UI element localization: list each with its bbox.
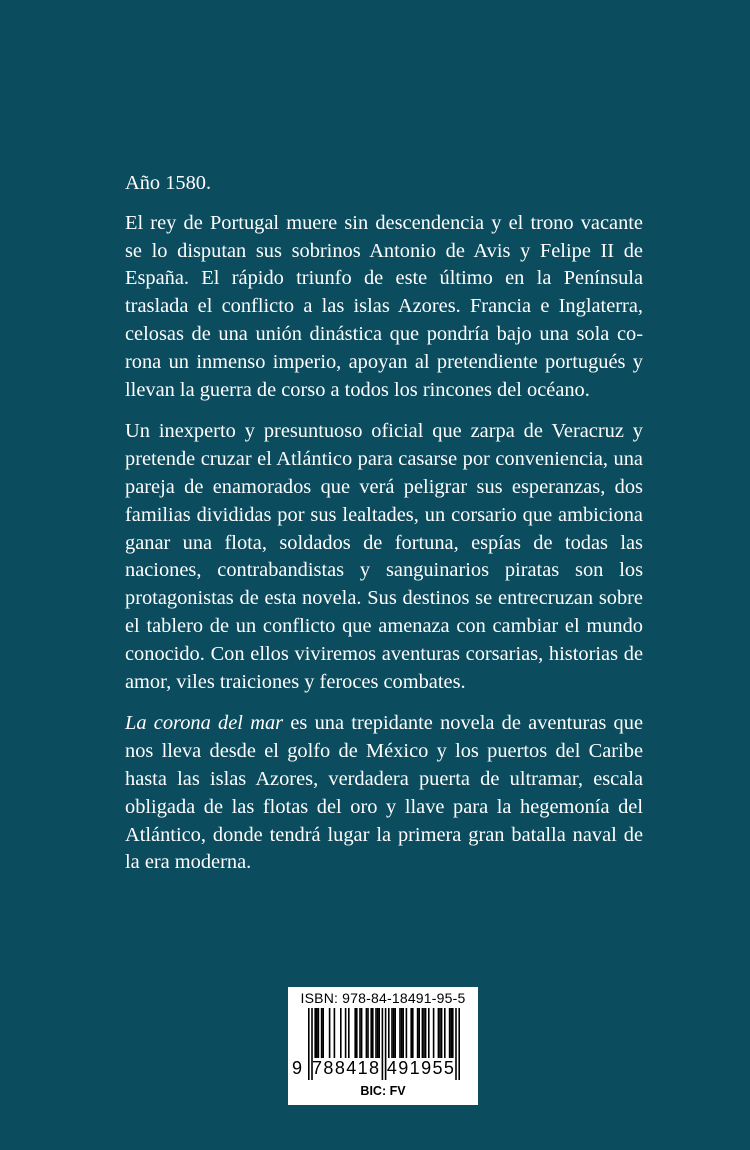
barcode-bar [399, 1008, 401, 1058]
barcode-bar [345, 1008, 347, 1058]
barcode-bar [401, 1008, 403, 1058]
barcode-bar [367, 1008, 369, 1058]
barcode-first-digit: 9 [292, 1058, 303, 1078]
barcode-bar [354, 1008, 356, 1058]
barcode-bar [372, 1008, 374, 1058]
barcode-bar [406, 1008, 408, 1058]
isbn-label: ISBN: 978-84-18491-95-5 [300, 990, 466, 1006]
barcode-bar [438, 1008, 440, 1058]
barcode-bar [393, 1008, 395, 1058]
barcode-bar [418, 1008, 420, 1058]
barcode-bar [348, 1008, 350, 1058]
blurb-paragraph-1: El rey de Portugal muere sin descendencia y el trono vacante se lo disputan sus sobrinos Antonio de Avis y Felipe II de España. El rápido triunfo de este último en la Península traslada el conflicto a las islas Azores. Francia e Inglaterra, celosas de una unión dinástica que pondría bajo una sola corona un inmenso imperio, apoyan al pretendiente portugués y llevan la guerra de corso a todos los rincones del océano. [125, 211, 643, 401]
barcode-bar [329, 1008, 331, 1058]
blurb-paragraph-3 [125, 710, 643, 877]
back-cover-blurb [125, 170, 643, 891]
barcode-bar [375, 1008, 377, 1058]
year-line: Año 1580. [125, 172, 212, 194]
barcode-bar [417, 1008, 419, 1058]
blurb-paragraph-2: Un inexperto y presuntuoso oficial que zarpa de Veracruz y pretende cruzar el Atlántico para casarse por conveniencia, una pareja de enamorados que verá peligrar sus esperanzas, dos familias divididas por sus lealtades, un corsario que ambiciona ganar una flota, soldados de fortuna, espías de todas las naciones, contrabandistas y sanguinarios piratas son los protagonistas de esta novela. Sus destinos se entrecruzan sobre el tablero de un conflicto que amenaza con cambiar el mundo conocido. Con ellos viviremos aventuras corsarias, historias de amor, viles traiciones y feroces combates. [125, 420, 643, 693]
barcode-bar [441, 1008, 443, 1058]
barcode-bar [334, 1008, 336, 1058]
barcode-digits: 788418 491955 [312, 1058, 456, 1078]
barcode-bar [388, 1008, 390, 1058]
barcode-bar [321, 1008, 323, 1058]
barcode-bar [444, 1008, 446, 1058]
blurb-paragraph-3-text: es una trepidante novela de aventuras que nos lleva desde el golfo de México y los puertos del Caribe hasta las islas Azores, verdadera puerta de ultramar, escala obligada de las flotas del oro y llave para la hegemonía del Atlántico, donde tendrá lugar la primera gran batalla naval de la era moderna. [125, 712, 643, 874]
barcode-bar [318, 1008, 320, 1058]
barcode-bar [377, 1008, 379, 1058]
barcode-bar [422, 1008, 424, 1058]
barcode-bar [366, 1008, 368, 1058]
barcode-bar [410, 1008, 412, 1058]
barcode-bar [308, 1008, 310, 1080]
barcode-bar [402, 1008, 404, 1058]
barcode-bar [340, 1008, 342, 1058]
barcode-bar [439, 1008, 441, 1058]
barcode-bar [356, 1008, 358, 1058]
barcode-bar [361, 1008, 363, 1058]
barcode-bar [359, 1008, 361, 1058]
barcode-bar [433, 1008, 435, 1058]
barcode-bar [449, 1008, 451, 1058]
barcode-bar [452, 1008, 454, 1058]
barcode-bar [428, 1008, 430, 1058]
book-title: La corona del mar [125, 712, 284, 735]
barcode-bar [370, 1008, 372, 1058]
barcode-bar [450, 1008, 452, 1058]
barcode-bar [423, 1008, 425, 1058]
barcode-bar [378, 1008, 380, 1058]
barcode-bar [322, 1008, 324, 1058]
barcode-bar [394, 1008, 396, 1058]
bic-label: BIC: FV [360, 1084, 406, 1098]
barcode-bar [412, 1008, 414, 1058]
isbn-barcode [288, 987, 478, 1105]
barcode-bar [391, 1008, 393, 1058]
barcode-bar [316, 1008, 318, 1058]
barcode-bar [425, 1008, 427, 1058]
barcode-bar [314, 1008, 316, 1058]
